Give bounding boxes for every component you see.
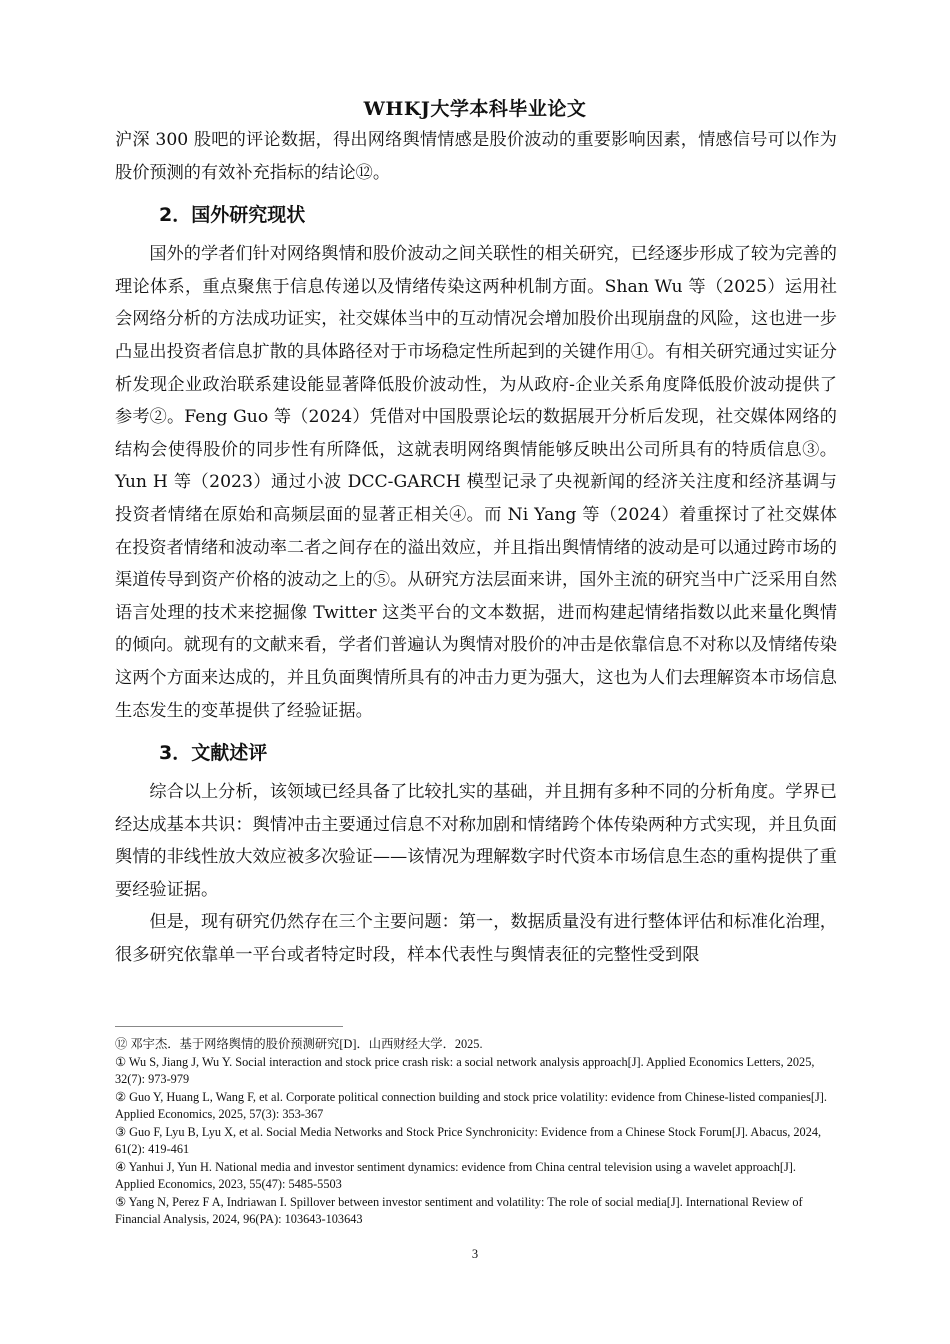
footnote: ⑫ 邓宇杰．基于网络舆情的股价预测研究[D]．山西财经大学．2025.	[115, 1037, 483, 1051]
paragraph-foreign-research: 国外的学者们针对网络舆情和股价波动之间关联性的相关研究，已经逐步形成了较为完善的理论体系，重点聚焦于信息传递以及情绪传染这两种机制方面。Shan Wu 等（2025）运用社会网络分析的方法成功证实，社交媒体当中的互动情况会增加股价出现崩盘的风险，这也进一步凸显出投资者信息扩散的具体路径对于市场稳定性所起到的关键作用①。有相关研究通过实证分析发现企业政治联系建设能显著降低股价波动性，为从政府-企业关系角度降低股价波动提供了参考②。Feng Guo 等（2024）凭借对中国股票论坛的数据展开分析后发现，社交媒体网络的结构会使得股价的同步性有所降低，这就表明网络舆情能够反映出公司所具有的特质信息③。Yun H 等（2023）通过小波 DCC-GARCH 模型记录了央视新闻的经济关注度和经济基调与投资者情绪在原始和高频层面的显著正相关④。而 Ni Yang 等（2024）着重探讨了社交媒体在投资者情绪和波动率二者之间存在的溢出效应，并且指出舆情情绪的波动是可以通过跨市场的渠道传导到资产价格的波动之上的⑤。从研究方法层面来讲，国外主流的研究当中广泛采用自然语言处理的技术来挖掘像 Twitter 这类平台的文本数据，进而构建起情绪指数以此来量化舆情的倾向。就现有的文献来看，学者们普遍认为舆情对股价的冲击是依靠信息不对称以及情绪传染这两个方面来达成的，并且负面舆情所具有的冲击力更为强大，这也为人们去理解资本市场信息生态发生的变革提供了经验证据。	[115, 244, 837, 721]
paragraph-continuation: 沪深 300 股吧的评论数据，得出网络舆情情感是股价波动的重要影响因素，情感信号可以作为股价预测的有效补充指标的结论⑫。	[115, 130, 837, 183]
page-number: 3	[471, 1247, 479, 1261]
footnote: ⑤ Yang N, Perez F A, Indriawan I. Spillover between investor sentiment and volatility: The role of social media[J]. International Review of Financial Analysis, 2024, 96(PA): 103643-103643	[115, 1194, 803, 1226]
footnote: ④ Yanhui J, Yun H. National media and investor sentiment dynamics: evidence from China central television using a wavelet approach[J]. Applied Economics, 2023, 55(47): 5485-5503	[115, 1159, 796, 1191]
footnote: ① Wu S, Jiang J, Wu Y. Social interaction and stock price crash risk: a social network analysis approach[J]. Applied Economics Letters, 2025, 32(7): 973-979	[115, 1054, 815, 1086]
footnote: ③ Guo F, Lyu B, Lyu X, et al. Social Media Networks and Stock Price Synchronicity: Evidence from a Chinese Stock Forum[J]. Abacus, 2024, 61(2): 419-461	[115, 1124, 822, 1156]
footnote: ② Guo Y, Huang L, Wang F, et al. Corporate political connection building and stock price volatility: evidence from Chinese-listed companies[J]. Applied Economics, 2025, 57(3): 353-367	[115, 1089, 827, 1121]
footnotes	[115, 1036, 837, 1229]
section-heading-literature-review: 3．文献述评	[159, 742, 268, 765]
footnote-separator	[115, 1026, 343, 1027]
paragraph-review-summary: 综合以上分析，该领域已经具备了比较扎实的基础，并且拥有多种不同的分析角度。学界已经达成基本共识：舆情冲击主要通过信息不对称加剧和情绪跨个体传染两种方式实现，并且负面舆情的非线性放大效应被多次验证——该情况为理解数字时代资本市场信息生态的重构提供了重要经验证据。	[115, 782, 837, 900]
section-heading-foreign-research: 2．国外研究现状	[159, 204, 306, 227]
page-header: WHKJ大学本科毕业论文	[363, 98, 587, 120]
body-text	[115, 124, 837, 972]
paragraph-review-problems: 但是，现有研究仍然存在三个主要问题：第一，数据质量没有进行整体评估和标准化治理，很多研究依靠单一平台或者特定时段，样本代表性与舆情表征的完整性受到限	[115, 912, 837, 966]
